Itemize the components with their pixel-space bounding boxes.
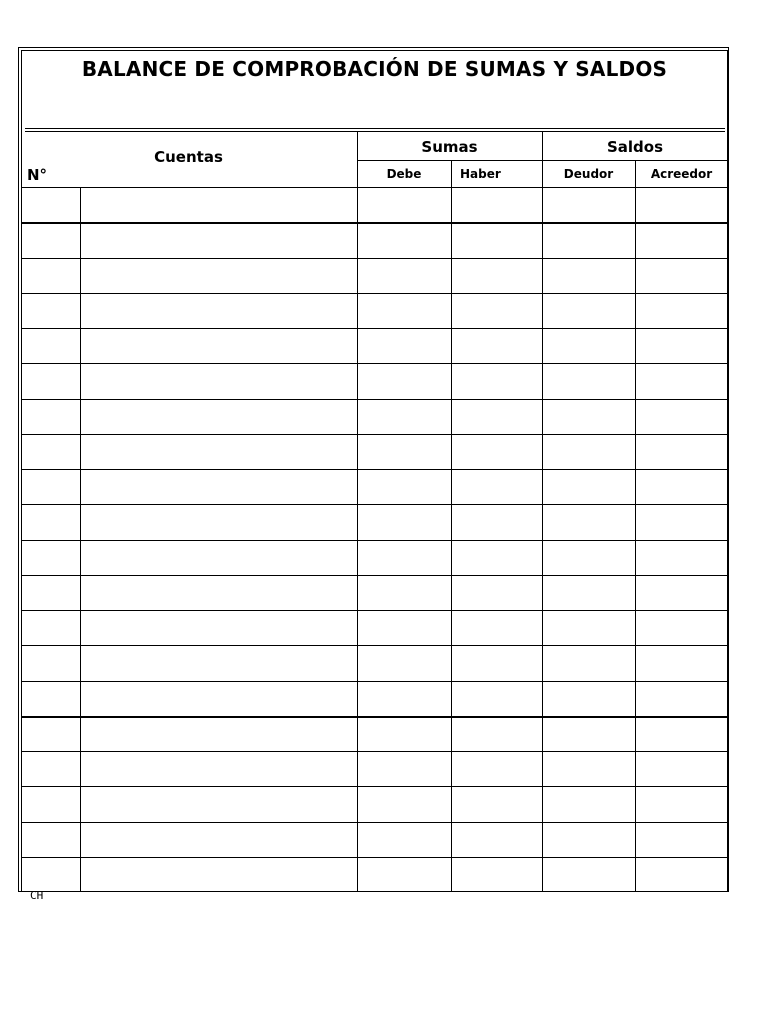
row-divider: [21, 645, 728, 646]
header-debtor: Deudor: [563, 167, 614, 181]
row-divider: [21, 328, 728, 329]
row-divider: [21, 469, 728, 470]
column-divider-deudor-acreedor: [635, 160, 636, 892]
row-divider: [21, 751, 728, 752]
row-divider: [21, 575, 728, 576]
row-divider: [21, 786, 728, 787]
row-divider: [21, 293, 728, 294]
header-sums: Sumas: [421, 138, 478, 156]
header-accounts: Cuentas: [154, 148, 223, 166]
header-credit: Haber: [460, 167, 501, 181]
row-divider: [21, 504, 728, 505]
row-divider: [21, 716, 728, 718]
document-title: BALANCE DE COMPROBACIÓN DE SUMAS Y SALDOS: [81, 57, 668, 81]
header-creditor: Acreedor: [650, 167, 713, 181]
column-divider-accounts-debe: [357, 131, 358, 892]
row-divider: [21, 681, 728, 682]
header-debit: Debe: [386, 167, 422, 181]
row-divider: [21, 399, 728, 400]
column-divider-debe-haber: [451, 160, 452, 892]
header-number: N°: [27, 166, 48, 184]
row-divider: [21, 540, 728, 541]
row-divider: [21, 187, 728, 188]
header-subdivider: [357, 160, 728, 161]
row-divider: [21, 363, 728, 364]
row-divider: [21, 222, 728, 224]
row-divider: [21, 610, 728, 611]
title-double-rule-bottom: [25, 131, 725, 132]
header-balances: Saldos: [606, 138, 664, 156]
row-divider: [21, 822, 728, 823]
row-divider: [21, 857, 728, 858]
title-double-rule-top: [25, 128, 725, 129]
row-divider: [21, 434, 728, 435]
column-divider-haber-deudor: [542, 131, 543, 892]
row-divider: [21, 258, 728, 259]
footer-note: CH: [30, 889, 44, 902]
